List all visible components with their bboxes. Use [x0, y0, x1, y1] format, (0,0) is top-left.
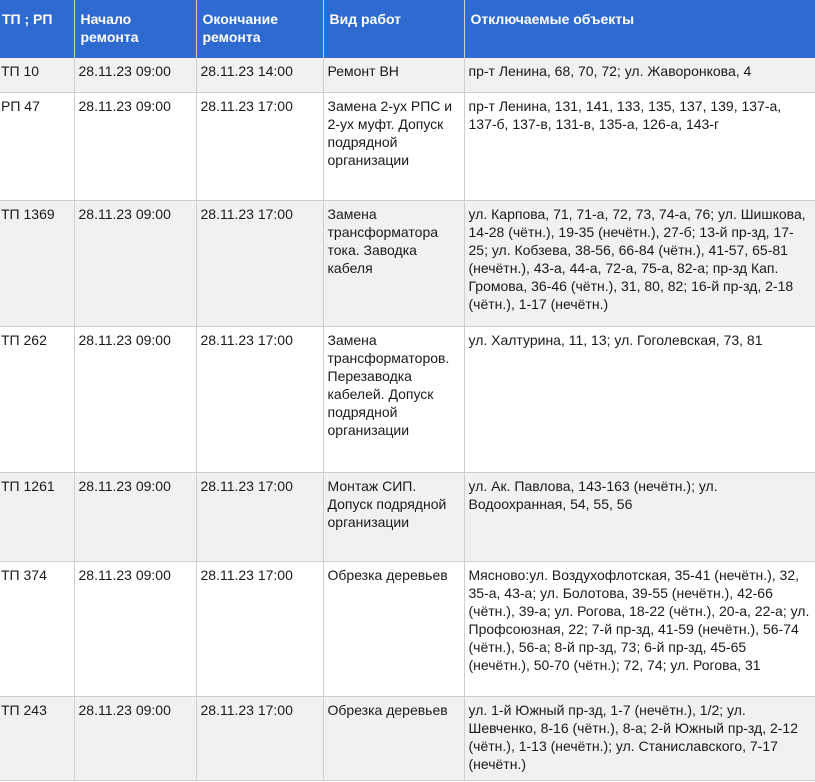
cell-start: 28.11.23 09:00: [74, 326, 196, 472]
header-work: Вид работ: [323, 0, 464, 58]
table-row: [0, 200, 815, 326]
header-end: Окончание ремонта: [196, 0, 323, 58]
cell-objects: пр-т Ленина, 68, 70, 72; ул. Жаворонкова, 4: [464, 58, 815, 92]
cell-objects: ул. Карпова, 71, 71-а, 72, 73, 74-а, 76; ул. Шишкова, 14-28 (чётн.), 19-35 (нечётн.), 27-б; 13-й пр-зд, 17-25; ул. Кобзева, 38-56, 66-84 (чётн.), 41-57, 65-81 (нечётн.), 43-а, 44-а, 72-а, 75-а, 82-а; пр-зд Кап. Громова, 36-46 (чётн.), 31, 80, 82; 16-й пр-зд, 2-18 (чётн.), 1-17 (нечётн.): [464, 200, 815, 326]
header-tp: ТП ; РП: [0, 0, 74, 58]
table-body: [0, 58, 815, 780]
cell-tp: ТП 262: [0, 326, 74, 472]
table-header: [0, 0, 815, 58]
cell-work: Обрезка деревьев: [323, 561, 464, 696]
cell-start: 28.11.23 09:00: [74, 92, 196, 200]
cell-end: 28.11.23 17:00: [196, 561, 323, 696]
cell-end: 28.11.23 17:00: [196, 696, 323, 780]
cell-tp: ТП 10: [0, 58, 74, 92]
cell-end: 28.11.23 17:00: [196, 472, 323, 561]
cell-tp: РП 47: [0, 92, 74, 200]
cell-objects: ул. Ак. Павлова, 143-163 (нечётн.); ул. Водоохранная, 54, 55, 56: [464, 472, 815, 561]
cell-objects: Мясново:ул. Воздухофлотская, 35-41 (нечётн.), 32, 35-а, 43-а; ул. Болотова, 39-55 (нечётн.), 42-66 (чётн.), 39-а; ул. Рогова, 18-22 (чётн.), 20-а, 22-а; ул. Профсоюзная, 22; 7-й пр-зд, 41-59 (нечётн.), 56-74 (чётн.), 56-а; 8-й пр-зд, 73; 6-й пр-зд, 45-65 (нечётн.), 50-70 (чётн.); 72, 74; ул. Рогова, 31: [464, 561, 815, 696]
cell-end: 28.11.23 17:00: [196, 92, 323, 200]
cell-work: Обрезка деревьев: [323, 696, 464, 780]
table-row: [0, 472, 815, 561]
cell-start: 28.11.23 09:00: [74, 200, 196, 326]
cell-end: 28.11.23 17:00: [196, 326, 323, 472]
table-row: [0, 58, 815, 92]
cell-start: 28.11.23 09:00: [74, 58, 196, 92]
cell-work: Замена 2-ух РПС и 2-ух муфт. Допуск подрядной организации: [323, 92, 464, 200]
cell-objects: пр-т Ленина, 131, 141, 133, 135, 137, 139, 137-а, 137-б, 137-в, 131-в, 135-а, 126-а, 143-г: [464, 92, 815, 200]
table-row: [0, 326, 815, 472]
table-row: [0, 561, 815, 696]
cell-tp: ТП 374: [0, 561, 74, 696]
table-row: [0, 92, 815, 200]
cell-work: Замена трансформаторов. Перезаводка кабелей. Допуск подрядной организации: [323, 326, 464, 472]
cell-tp: ТП 1261: [0, 472, 74, 561]
cell-work: Замена трансформатора тока. Заводка кабеля: [323, 200, 464, 326]
cell-end: 28.11.23 17:00: [196, 200, 323, 326]
header-start: Начало ремонта: [74, 0, 196, 58]
cell-objects: ул. 1-й Южный пр-зд, 1-7 (нечётн.), 1/2; ул. Шевченко, 8-16 (чётн.), 8-а; 2-й Южный пр-зд, 2-12 (чётн.), 1-13 (нечётн.); ул. Станиславского, 7-17 (нечётн.): [464, 696, 815, 780]
cell-start: 28.11.23 09:00: [74, 472, 196, 561]
header-row: [0, 0, 815, 58]
cell-work: Ремонт ВН: [323, 58, 464, 92]
header-objects: Отключаемые объекты: [464, 0, 815, 58]
cell-work: Монтаж СИП. Допуск подрядной организации: [323, 472, 464, 561]
cell-objects: ул. Халтурина, 11, 13; ул. Гоголевская, 73, 81: [464, 326, 815, 472]
cell-end: 28.11.23 14:00: [196, 58, 323, 92]
table-row: [0, 696, 815, 780]
cell-tp: ТП 1369: [0, 200, 74, 326]
cell-tp: ТП 243: [0, 696, 74, 780]
cell-start: 28.11.23 09:00: [74, 696, 196, 780]
cell-start: 28.11.23 09:00: [74, 561, 196, 696]
